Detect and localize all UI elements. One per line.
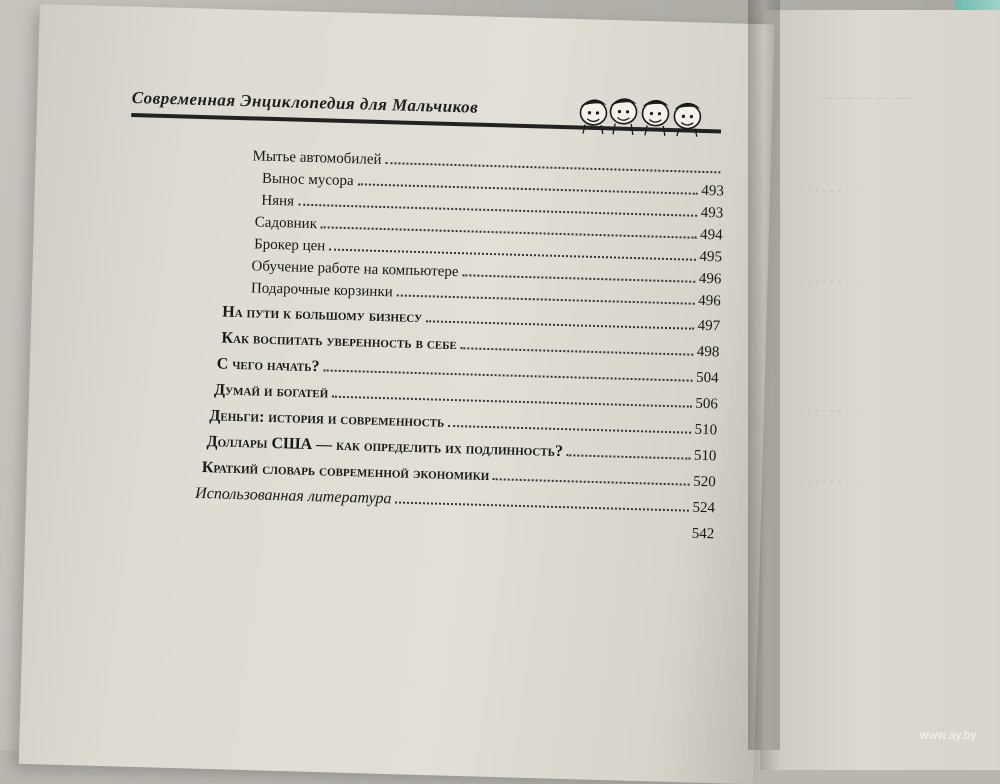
toc-entry: Использованная литература 524	[194, 484, 716, 517]
dot-leader	[448, 425, 690, 434]
cartoon-boys-icon	[575, 92, 716, 138]
page-number: 524	[692, 499, 716, 517]
dot-leader	[493, 478, 689, 485]
page-number: 497	[697, 317, 721, 335]
page-number: 496	[698, 292, 721, 310]
dot-leader	[461, 347, 693, 355]
toc-entry: Как воспитать уверенность в себе 498	[221, 329, 720, 361]
toc-entry: Обучение работе на компьютере 496	[251, 258, 722, 288]
page-number: 493	[701, 182, 725, 200]
header-title: Современная Энциклопедия для Мальчиков	[131, 88, 479, 117]
toc-entry: На пути к большому бизнесу 497	[222, 303, 721, 335]
page-number: 510	[694, 421, 718, 439]
page-number: 504	[695, 369, 719, 387]
page-number: 520	[692, 473, 716, 491]
page-number: 494	[699, 226, 723, 244]
toc-entry: Подарочные корзинки 496	[250, 280, 721, 310]
page-number: 510	[693, 447, 717, 465]
toc-entry: Деньги: история и современность 510	[209, 407, 718, 439]
page-number: 542	[691, 525, 715, 543]
toc-entry: Доллары США — как определить их подлинность? 510	[206, 433, 717, 465]
page-number: 495	[699, 248, 723, 266]
toc-entry: Брокер цен 495	[253, 236, 723, 266]
toc-entry: Краткий словарь современной экономики 520	[201, 459, 716, 491]
dot-leader	[567, 454, 690, 459]
dot-leader	[426, 320, 693, 329]
page-number: 506	[695, 395, 719, 413]
toc-entry: С чего начать? 504	[216, 355, 719, 387]
toc-entry: Мытье автомобилей	[204, 142, 724, 179]
right-page: — — — — — . . . . . . . . . . . . . . . . . . . . . . . . . . . . . . . . . . . .	[760, 10, 1000, 770]
book-gutter	[748, 0, 780, 750]
toc-entry: Няня 493	[261, 192, 724, 222]
page-number: 493	[700, 204, 724, 222]
page-number: 496	[698, 270, 722, 288]
watermark: www.ay.by	[920, 728, 977, 742]
toc-entry: Вынос мусора 493	[261, 170, 725, 200]
toc-entry: Садовник 494	[254, 214, 723, 244]
page-number: 498	[696, 343, 720, 361]
toc-entry: Думай и богатей 506	[213, 381, 719, 413]
